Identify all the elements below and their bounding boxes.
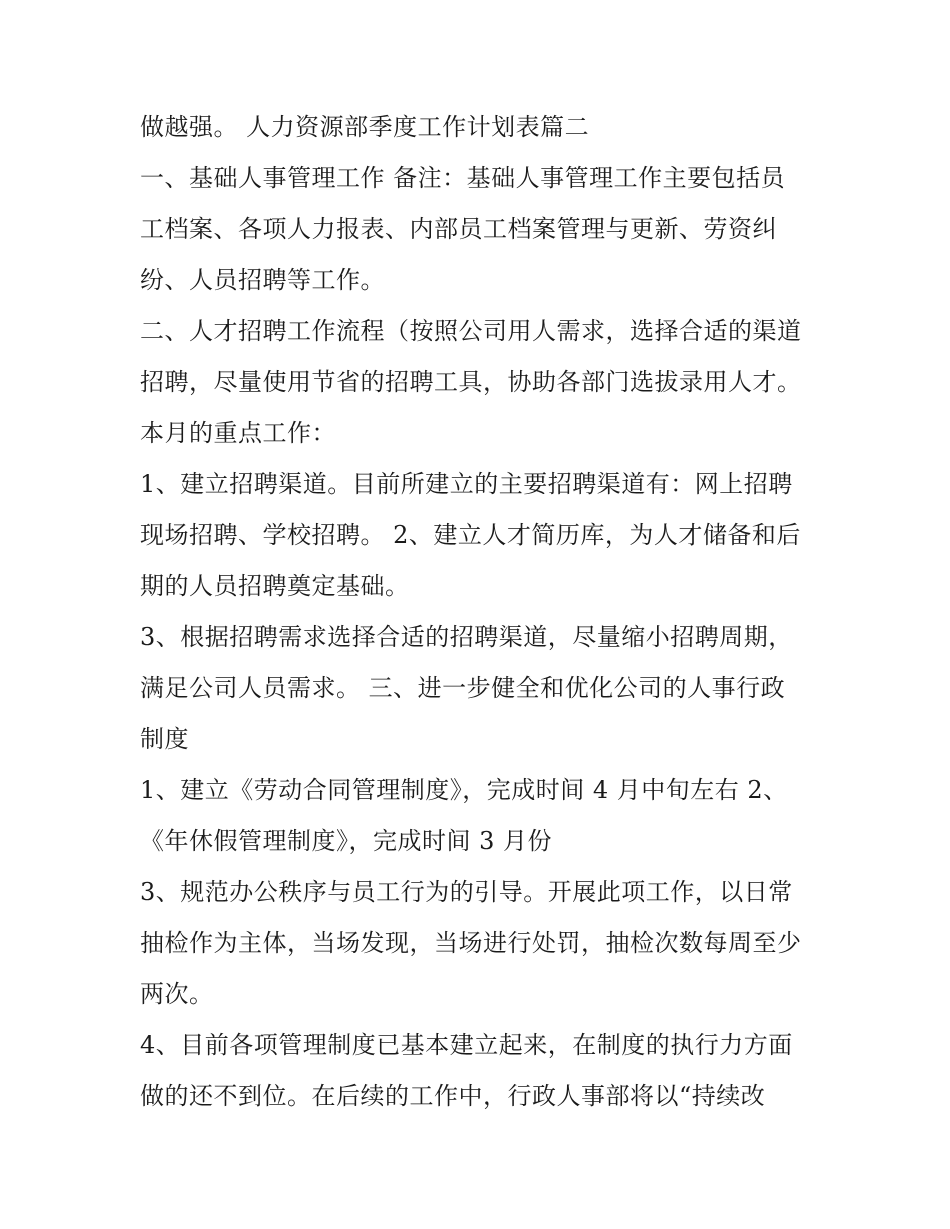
text-line: 纷、人员招聘等工作。 [140,266,385,294]
text-line: 现场招聘、学校招聘。 2、建立人才简历库，为人才储备和后 [140,521,801,549]
text-line: 《年休假管理制度》，完成时间 3 月份 [140,827,553,855]
text-line: 4、目前各项管理制度已基本建立起来，在制度的执行力方面 [140,1031,793,1059]
text-line: 招聘，尽量使用节省的招聘工具，协助各部门选拔录用人才。 [140,368,802,396]
text-line: 抽检作为主体，当场发现，当场进行处罚，抽检次数每周至少 [140,929,802,957]
text-line: 两次。 [140,980,214,1008]
text-line: 一、基础人事管理工作 备注：基础人事管理工作主要包括员 [140,164,786,192]
text-line: 制度 [140,725,189,753]
text-line: 期的人员招聘奠定基础。 [140,572,410,600]
text-line: 工档案、各项人力报表、内部员工档案管理与更新、劳资纠 [140,215,777,243]
text-line: 做的还不到位。在后续的工作中，行政人事部将以“持续改 [140,1082,766,1110]
text-line: 3、根据招聘需求选择合适的招聘渠道，尽量缩小招聘周期， [140,623,793,651]
text-line: 1、建立《劳动合同管理制度》，完成时间 4 月中旬左右 2、 [140,776,788,804]
text-line: 本月的重点工作： [140,419,336,447]
text-line: 满足公司人员需求。 三、进一步健全和优化公司的人事行政 [140,674,786,702]
document-body [140,102,820,1122]
text-line: 3、规范办公秩序与员工行为的引导。开展此项工作，以日常 [140,878,793,906]
text-line: 二、人才招聘工作流程（按照公司用人需求，选择合适的渠道 [140,317,802,345]
text-line: 做越强。 人力资源部季度工作计划表篇二 [140,113,590,141]
text-line: 1、建立招聘渠道。目前所建立的主要招聘渠道有：网上招聘 [140,470,793,498]
